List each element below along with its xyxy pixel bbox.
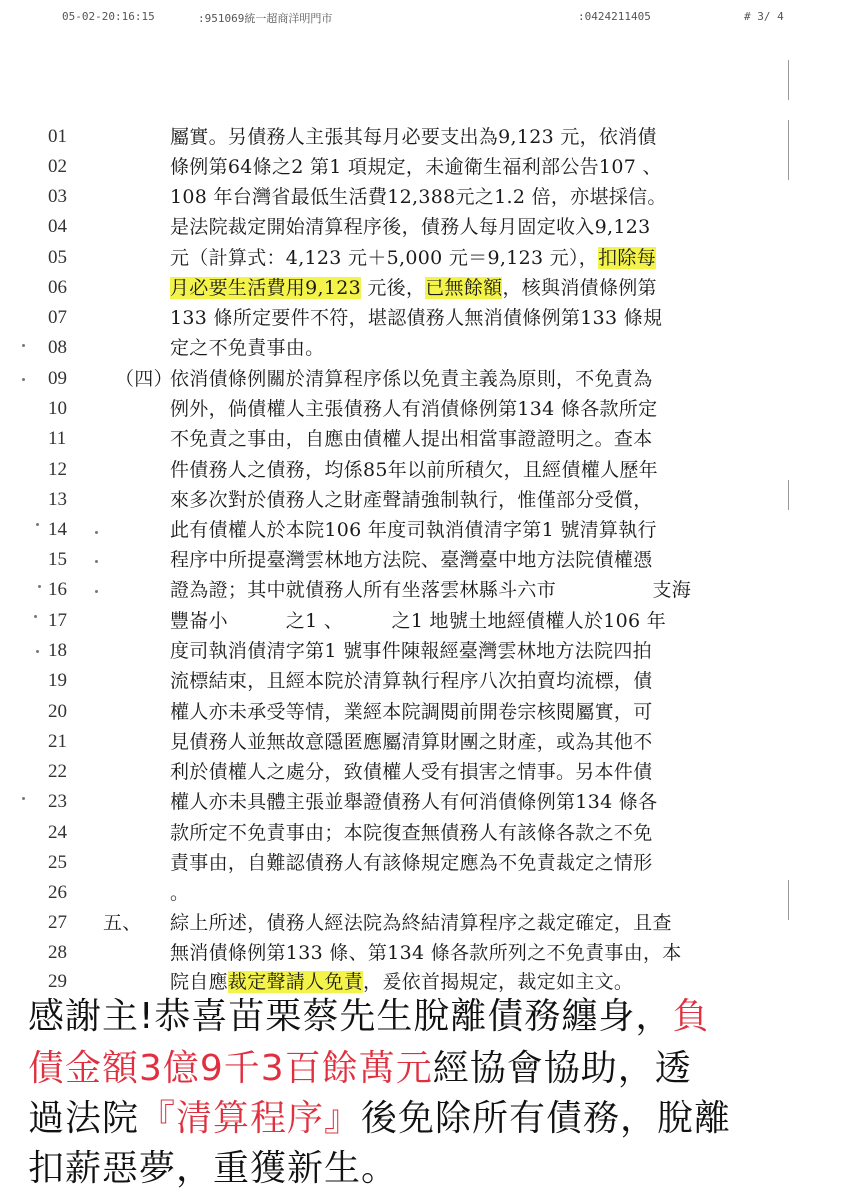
line-text: 責事由，自難認債務人有該條規定應為不免責裁定之情形 <box>170 852 653 874</box>
note-line <box>28 1045 692 1093</box>
note-text: 後免除所有債務，脫離 <box>361 1098 732 1139</box>
scan-speckle <box>36 523 39 526</box>
fax-datetime: 05-02-20:16:15 <box>62 10 155 23</box>
line-number: 17 <box>48 610 67 631</box>
line-text: 無消債條例第133 條、第134 條各款所列之不免責事由，本 <box>170 942 682 964</box>
line-text-segment: 院自應 <box>170 971 228 993</box>
scan-speckle <box>38 585 41 588</box>
line-number: 10 <box>48 398 67 419</box>
document-line <box>0 786 848 818</box>
fax-sender: :951069統一超商洋明門市 <box>198 12 333 25</box>
document-line <box>0 665 848 697</box>
line-number: 25 <box>48 852 67 873</box>
line-number: 14 <box>48 519 67 540</box>
highlighted-text: 裁定聲請人免責 <box>227 971 364 993</box>
document-line <box>0 302 848 334</box>
scan-speckle <box>95 531 98 534</box>
document-line <box>0 726 848 758</box>
line-number: 27 <box>48 912 67 933</box>
document-line <box>0 756 848 788</box>
line-number: 02 <box>48 156 67 177</box>
line-number: 12 <box>48 459 67 480</box>
note-line <box>28 1095 731 1143</box>
line-text: 是法院裁定開始清算程序後，債務人每月固定收入9,123 <box>170 216 651 238</box>
line-number: 28 <box>48 942 67 963</box>
line-text: 見債務人並無故意隱匿應屬清算財團之財產，或為其他不 <box>170 731 653 753</box>
line-text-segment: ，爰依首揭規定，裁定如主文。 <box>363 971 634 993</box>
line-text: 程序中所提臺灣雲林地方法院、臺灣臺中地方法院債權憑 <box>170 549 653 571</box>
line-text: 例外，倘債權人主張債務人有消債條例第134 條各款所定 <box>170 398 658 420</box>
line-number: 05 <box>48 247 67 268</box>
scan-edge-mark <box>788 880 789 920</box>
document-line <box>0 544 848 576</box>
note-text: 經協會協助，透 <box>432 1048 692 1089</box>
note-red-text: 『清算程序』 <box>139 1098 362 1139</box>
document-line <box>0 605 848 637</box>
note-text: 感謝主!恭喜苗栗蔡先生脫離債務纏身， <box>28 996 673 1037</box>
note-red-text: 債金額3億9千3百餘萬元 <box>28 1048 433 1089</box>
line-text: 依消債條例關於清算程序係以免責主義為原則，不免責為 <box>170 368 653 390</box>
note-line <box>28 993 709 1041</box>
line-text: 此有債權人於本院106 年度司執消債清字第1 號清算執行 <box>170 519 657 541</box>
document-line <box>0 817 848 849</box>
scan-speckle <box>22 344 25 347</box>
scan-speckle <box>95 590 98 593</box>
scan-edge-mark <box>788 120 789 180</box>
scan-speckle <box>36 650 39 653</box>
document-line <box>0 454 848 486</box>
fax-page-number: # 3/ 4 <box>744 10 784 23</box>
document-line <box>0 696 848 728</box>
annotation-note <box>28 993 818 1193</box>
document-line <box>0 363 848 395</box>
line-number: 09 <box>48 368 67 389</box>
scan-edge-mark <box>788 480 789 510</box>
line-number: 15 <box>48 549 67 570</box>
document-line <box>0 242 848 274</box>
line-number: 19 <box>48 670 67 691</box>
document-line <box>0 937 848 969</box>
line-number: 20 <box>48 701 67 722</box>
document-line <box>0 332 848 364</box>
document-line <box>0 635 848 667</box>
fax-header <box>0 10 848 30</box>
scan-speckle <box>95 560 98 563</box>
line-text-segment: ，核與消債條例第 <box>502 277 657 299</box>
line-text: 利於債權人之處分，致債權人受有損害之情事。另本件債 <box>170 761 653 783</box>
highlighted-text: 扣除每 <box>598 247 657 269</box>
scan-edge-mark <box>788 60 789 100</box>
document-line <box>0 181 848 213</box>
line-number: 01 <box>48 126 67 147</box>
note-text: 扣薪惡夢，重獲新生。 <box>28 1148 399 1189</box>
line-number: 29 <box>48 971 67 992</box>
line-number: 06 <box>48 277 67 298</box>
line-number: 08 <box>48 337 67 358</box>
document-line <box>0 574 848 606</box>
line-number: 07 <box>48 307 67 328</box>
line-text: 133 條所定要件不符，堪認債務人無消債條例第133 條規 <box>170 307 663 329</box>
line-text: 度司執消債清字第1 號事件陳報經臺灣雲林地方法院四拍 <box>170 640 652 662</box>
document-line <box>0 121 848 153</box>
document-line <box>0 211 848 243</box>
line-text: 屬實。另債務人主張其每月必要支出為9,123 元，依消債 <box>170 126 657 148</box>
line-text: 綜上所述，債務人經法院為終結清算程序之裁定確定，且查 <box>170 912 672 934</box>
document-line <box>0 423 848 455</box>
line-number: 21 <box>48 731 67 752</box>
line-text: 108 年台灣省最低生活費12,388元之1.2 倍，亦堪採信。 <box>170 186 667 208</box>
document-line <box>0 514 848 546</box>
note-text: 過法院 <box>28 1098 140 1139</box>
note-line <box>28 1145 398 1193</box>
line-text-segment: 元（計算式：4,123 元＋5,000 元＝9,123 元）， <box>170 247 599 269</box>
line-number: 24 <box>48 822 67 843</box>
fax-phone: :0424211405 <box>578 10 651 23</box>
highlighted-text: 月必要生活費用9,123 <box>170 277 361 299</box>
line-number: 04 <box>48 216 67 237</box>
line-text: 證為證；其中就債務人所有坐落雲林縣斗六市 支海 <box>170 579 692 601</box>
line-number: 18 <box>48 640 67 661</box>
line-text-segment: 元後， <box>361 277 426 299</box>
section-label: （四） <box>115 368 173 390</box>
line-text: 條例第64條之2 第1 項規定，未逾衛生福利部公告107 、 <box>170 156 662 178</box>
line-text: 豐崙小 之1 、 之1 地號土地經債權人於106 年 <box>170 610 667 632</box>
document-line <box>0 272 848 304</box>
section-label: 五、 <box>103 912 142 934</box>
line-text: 權人亦未具體主張並舉證債務人有何消債條例第134 條各 <box>170 791 658 813</box>
line-text: 款所定不免責事由；本院復查無債務人有該條各款之不免 <box>170 822 653 844</box>
scan-speckle <box>22 797 25 800</box>
line-text <box>170 242 656 274</box>
line-text <box>170 272 657 304</box>
document-line <box>0 393 848 425</box>
note-red-text: 負 <box>672 996 710 1037</box>
document-line <box>0 151 848 183</box>
line-text: 。 <box>170 882 190 904</box>
line-text: 不免責之事由，自應由債權人提出相當事證證明之。查本 <box>170 428 653 450</box>
highlighted-text: 已無餘額 <box>425 277 503 299</box>
line-text: 定之不免責事由。 <box>170 337 325 359</box>
line-text: 流標結束，且經本院於清算執行程序八次拍賣均流標，債 <box>170 670 653 692</box>
line-number: 13 <box>48 489 67 510</box>
line-number: 23 <box>48 791 67 812</box>
line-number: 03 <box>48 186 67 207</box>
scan-speckle <box>22 378 25 381</box>
document-line <box>0 847 848 879</box>
line-text: 權人亦未承受等情，業經本院調閱前開卷宗核閱屬實，可 <box>170 701 653 723</box>
line-text: 件債務人之債務，均係85年以前所積欠，且經債權人歷年 <box>170 459 658 481</box>
line-text: 來多次對於債務人之財產聲請強制執行，惟僅部分受償， <box>170 489 653 511</box>
document-line <box>0 877 848 909</box>
document-line <box>0 484 848 516</box>
document-line <box>0 907 848 939</box>
scan-speckle <box>34 615 37 618</box>
line-number: 16 <box>48 579 67 600</box>
line-number: 11 <box>48 428 67 449</box>
line-number: 22 <box>48 761 67 782</box>
line-number: 26 <box>48 882 67 903</box>
